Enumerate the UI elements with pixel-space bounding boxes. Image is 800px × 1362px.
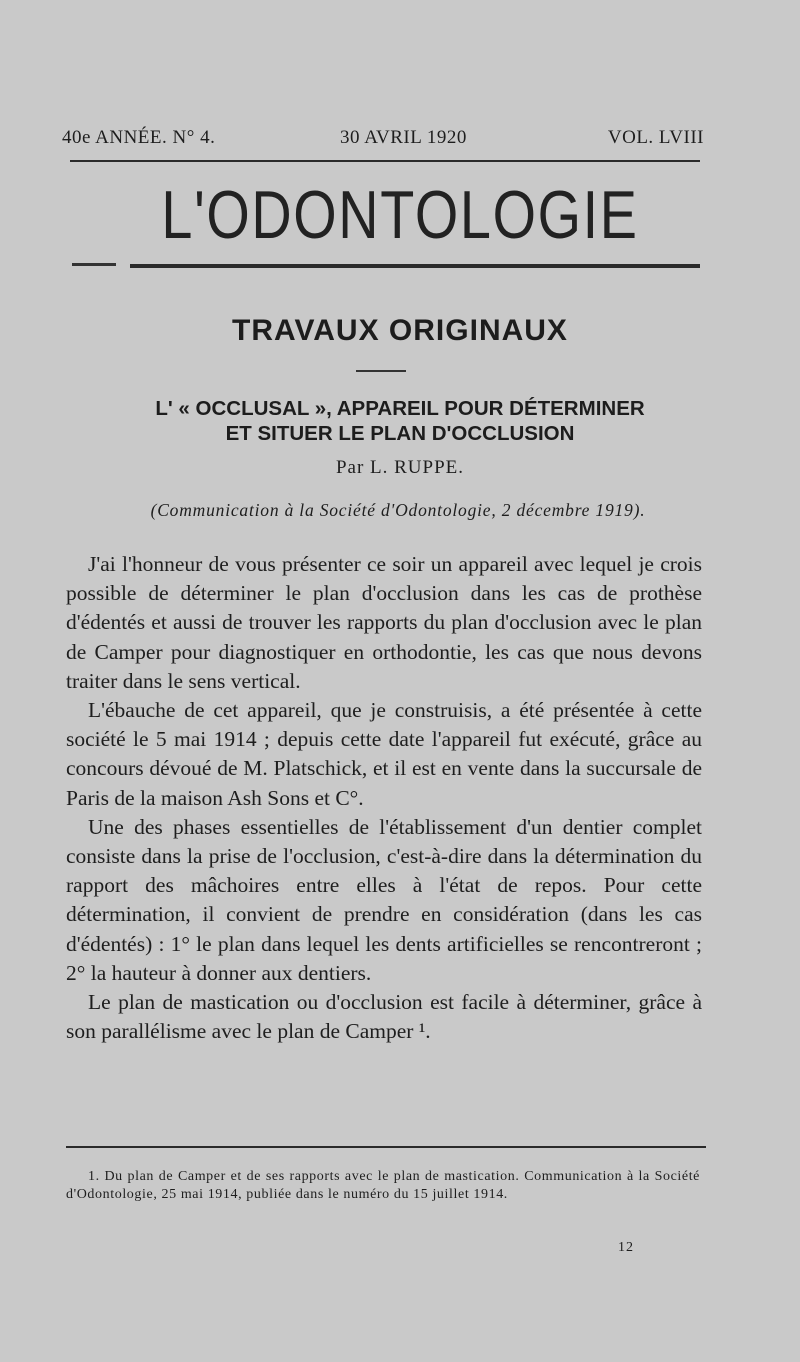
paragraph: Le plan de mastication ou d'occlusion est facile à déterminer, grâce à son parallélisme avec le plan de Camper ¹. xyxy=(66,990,702,1044)
paragraph: L'ébauche de cet appareil, que je construisis, a été présentée à cette société le 5 mai 1914 ; depuis cette date l'appareil fut exécuté, grâce au concours dévoué de M. Platschick, et il est en vente dans la succursale de Paris de la maison Ash Sons et C°. xyxy=(66,698,702,810)
footnote: 1. Du plan de Camper et de ses rapports avec le plan de mastication. Communication à la Société d'Odontologie, 25 mai 1914, publiée dans le numéro du 15 juillet 1914. xyxy=(66,1169,700,1202)
issue-date: 30 AVRIL 1920 xyxy=(340,127,467,148)
page-number: 12 xyxy=(618,1240,634,1255)
title-rule xyxy=(130,264,700,268)
running-header xyxy=(62,127,704,157)
title-rule-ornament xyxy=(72,263,116,266)
article-title xyxy=(60,396,740,446)
section-rule xyxy=(356,370,406,372)
footnote-rule xyxy=(66,1146,706,1148)
paragraph: J'ai l'honneur de vous présenter ce soir un appareil avec lequel je crois possible de déterminer le plan d'occlusion dans les cas de prothèse d'édentés et aussi de trouver les rapports du plan d'occlusion avec le plan de Camper pour diagnostiquer en orthodontie, les cas que nous devons traiter dans le sens vertical. xyxy=(66,552,702,693)
communication-note: (Communication à la Société d'Odontologie, 2 décembre 1919). xyxy=(150,500,646,520)
article-body xyxy=(66,550,702,1046)
section-title: TRAVAUX ORIGINAUX xyxy=(232,314,568,347)
paragraph: Une des phases essentielles de l'établissement d'un dentier complet consiste dans la prise de l'occlusion, c'est-à-dire dans la détermination du rapport des mâchoires entre elles à l'état de repos. Pour cette détermination, il convient de prendre en considération (dans les cas d'édentés) : 1° le plan dans lequel les dents artificielles se rencontreront ; 2° la hauteur à donner aux dentiers. xyxy=(66,814,702,985)
issue-number: 40e ANNÉE. N° 4. xyxy=(62,127,216,148)
journal-title: L'ODONTOLOGIE xyxy=(161,177,639,253)
article-title-line1: L' « OCCLUSAL », APPAREIL POUR DÉTERMINER xyxy=(155,397,645,420)
article-title-line2: ET SITUER LE PLAN D'OCCLUSION xyxy=(225,422,575,445)
header-rule xyxy=(70,160,700,162)
article-author: Par L. RUPPE. xyxy=(335,457,465,478)
volume-number: VOL. LVIII xyxy=(607,127,704,148)
